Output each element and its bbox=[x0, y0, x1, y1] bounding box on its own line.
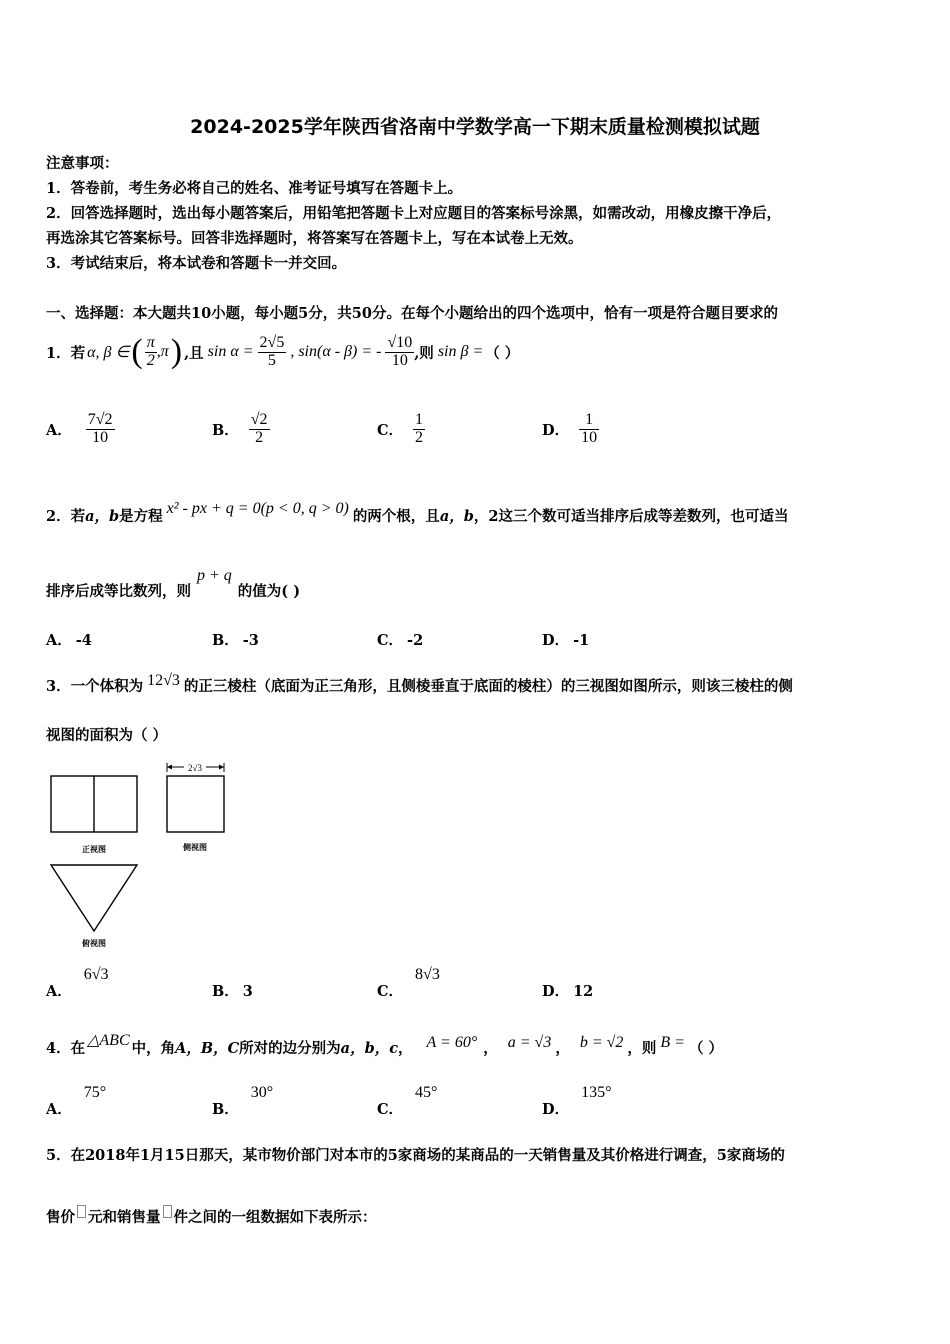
q1-option-b[interactable]: B． $\frac{√2}{2}$ bbox=[212, 411, 268, 446]
placeholder-box bbox=[77, 1205, 86, 1218]
front-view bbox=[51, 776, 137, 832]
q2-option-d[interactable]: D． -1 bbox=[542, 632, 590, 649]
q2-option-a[interactable]: A． -4 bbox=[46, 632, 92, 649]
question-2: 2．若 a，b 是方程 x² - px + q = 0(p < 0, q > 0) 的两个根，且 a，b ，2这三个数可适当排序后成等差数列，也可适当 bbox=[46, 500, 789, 525]
section-heading: 一、选择题：本大题共10小题，每小题5分，共50分。在每个小题给出的四个选项中，恰有一项是符合题目要求的 bbox=[46, 305, 778, 322]
question-5: 5．在2018年1月15日那天，某市物价部门对本市的5家商场的某商品的一天销售量及其价格进行调查，5家商场的 bbox=[46, 1147, 785, 1164]
notes-heading: 注意事项： bbox=[46, 155, 119, 172]
question-3-cont: 视图的面积为（ ） bbox=[46, 727, 168, 744]
q2-option-c[interactable]: C． -2 bbox=[377, 632, 424, 649]
three-view-figure bbox=[46, 758, 236, 950]
notes-item-1: 1．答卷前，考生务必将自己的姓名、准考证号填写在答题卡上。 bbox=[46, 180, 463, 197]
notes-item-2-cont: 再选涂其它答案标号。回答非选择题时，将答案写在答题卡上，写在本试卷上无效。 bbox=[46, 230, 583, 247]
q1-option-d[interactable]: D． $\frac{1}{10}$ bbox=[542, 411, 598, 446]
top-view bbox=[51, 865, 137, 931]
q3-option-c[interactable]: C． 8√3 bbox=[377, 966, 440, 1000]
page-title: 2024-2025学年陕西省洛南中学数学高一下期末质量检测模拟试题 bbox=[190, 116, 760, 138]
top-view-caption: 俯视图 bbox=[82, 939, 106, 948]
q3-option-a[interactable]: A． 6√3 bbox=[46, 966, 109, 1000]
q1-option-c[interactable]: C． $\frac{1}{2}$ bbox=[377, 411, 424, 446]
question-3: 3．一个体积为 12√3 的正三棱柱（底面为正三角形，且侧棱垂直于底面的棱柱）的三视图如图所示，则该三棱柱的侧 bbox=[46, 672, 793, 695]
q3-option-d[interactable]: D． 12 bbox=[542, 983, 594, 1000]
front-view-caption: 正视图 bbox=[82, 845, 106, 854]
side-view-dimension: 2√3 bbox=[188, 763, 202, 773]
question-4: 4．在 △ABC 中，角 A，B，C 所对的边分别为 a，b，c ， A = 60° ， a = √3 ， b = √2 ，则 B = （ ） bbox=[46, 1032, 724, 1057]
placeholder-box bbox=[163, 1205, 172, 1218]
side-view bbox=[167, 763, 224, 832]
notes-item-3: 3．考试结束后，将本试卷和答题卡一并交回。 bbox=[46, 255, 347, 272]
q1-number: 1．若 bbox=[46, 344, 86, 362]
q3-option-b[interactable]: B． 3 bbox=[212, 983, 253, 1000]
q2-option-b[interactable]: B． -3 bbox=[212, 632, 259, 649]
question-1: 1．若 α, β ∈ ( $\frac{\pi}{2}$ ,π ) ,且 sin α = $\frac{2√5}{5}$ , sin(α - β) = - $\frac{√10}{10}$ ,则 sin β = （ ） bbox=[46, 333, 520, 370]
q4-option-b[interactable]: B． 30° bbox=[212, 1084, 274, 1118]
q1-option-a[interactable]: A． $\frac{7√2}{10}$ bbox=[46, 411, 113, 446]
side-view-caption: 侧视图 bbox=[183, 843, 207, 852]
notes-item-2: 2．回答选择题时，选出每小题答案后，用铅笔把答题卡上对应题目的答案标号涂黑，如需改动，用橡皮擦干净后， bbox=[46, 205, 782, 222]
q4-option-d[interactable]: D． 135° bbox=[542, 1084, 612, 1118]
question-5-cont: 售价 元和销售量 件之间的一组数据如下表所示： bbox=[46, 1206, 377, 1227]
question-2-cont: 排序后成等比数列，则 p + q 的值为( ) bbox=[46, 567, 301, 600]
q4-option-a[interactable]: A． 75° bbox=[46, 1084, 107, 1118]
q4-option-c[interactable]: C． 45° bbox=[377, 1084, 438, 1118]
